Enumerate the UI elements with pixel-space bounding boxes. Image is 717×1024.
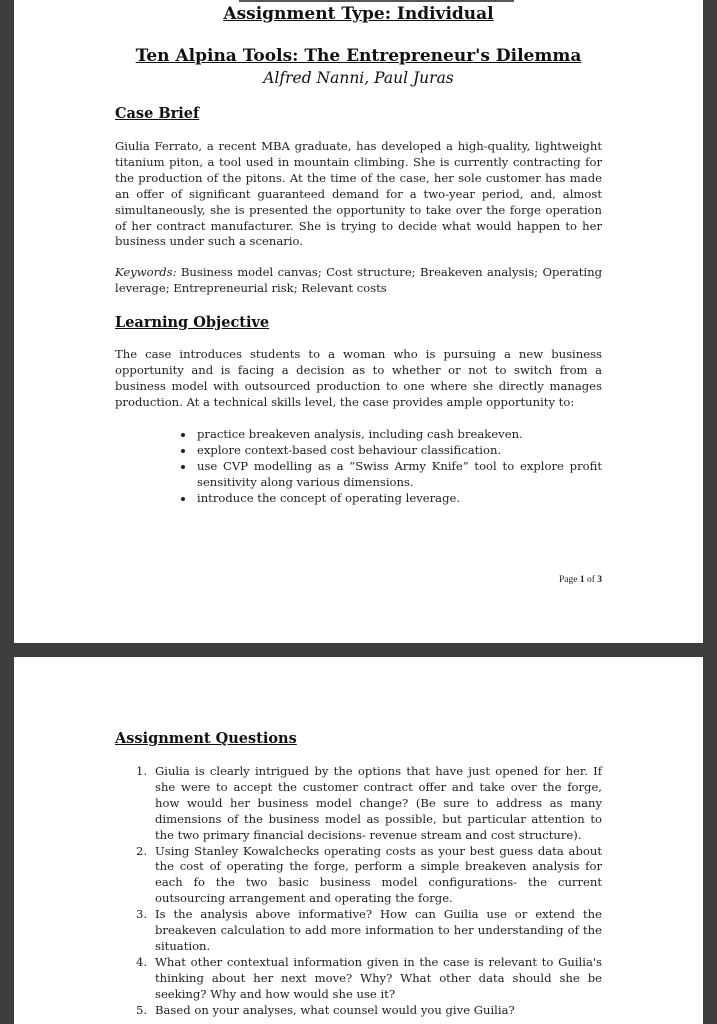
question-number: 5. [136, 1002, 148, 1017]
question-item [136, 843, 602, 908]
document-page-2 [14, 657, 703, 1024]
list-item: introduce the concept of operating leverage. [197, 491, 602, 507]
document-page-1 [14, 0, 703, 643]
question-item [136, 907, 602, 955]
question-text: Is the analysis above informative? How can Guilia use or extend the breakeven calculation to add more information to her understanding of the situation. [155, 907, 602, 953]
assignment-type: Assignment Type: Individual [223, 4, 494, 24]
question-number: 3. [136, 907, 148, 922]
keywords-label: Keywords: [115, 265, 177, 279]
top-rule [239, 0, 514, 2]
questions-list [136, 764, 602, 1019]
question-text: What other contextual information given in the case is relevant to Guilia's thinking about her next move? Why? What other data should she be seeking? Why and how would she use it? [155, 954, 602, 1001]
document-title: Ten Alpina Tools: The Entrepreneur's Dilemma [135, 46, 582, 66]
page-total: 3 [597, 575, 602, 585]
question-text: Giulia is clearly intrigued by the options that have just opened for her. If she were to accept the customer contract offer and take over the forge, how would her business model change? (Be sure to address as many dimensions of the business model as possible, but particular attention to the two primary financial decisions- revenue stream and cost structure). [155, 764, 602, 842]
question-item [136, 1002, 602, 1019]
page-current: 1 [579, 575, 585, 585]
question-item [136, 954, 602, 1003]
question-number: 1. [136, 764, 148, 778]
case-brief-heading: Case Brief [115, 105, 200, 122]
page-number [559, 575, 602, 585]
keywords [115, 265, 602, 297]
case-brief-text: Giulia Ferrato, a recent MBA graduate, has developed a high-quality, lightweight titanium piton, a tool used in mountain climbing. She is currently contracting for the production of the pitons. At the time of the case, her sole customer has made an offer of significant guaranteed demand for a two-year period, and, almost simultaneously, she is presented the opportunity to take over the forge operation of her contract manufacturer. She is trying to decide what would happen to her business under such a scenario. [115, 139, 602, 249]
list-item: explore context-based cost behaviour classification. [197, 443, 602, 459]
learning-objective-heading: Learning Objective [115, 314, 270, 331]
page-of: of [586, 575, 595, 585]
assignment-questions-heading: Assignment Questions [115, 730, 297, 747]
list-item: practice breakeven analysis, including cash breakeven. [197, 427, 602, 443]
question-text: Using Stanley Kowalchecks operating costs as your best guess data about the cost of operating the forge, perform a simple breakeven analysis for each fo the two basic business model configurations- the current outsourcing arrangement and operating the forge. [155, 843, 602, 906]
question-text: Based on your analyses, what counsel would you give Guilia? [155, 1002, 515, 1017]
objectives-list [197, 427, 602, 507]
keywords-text: Business model canvas; Cost structure; Breakeven analysis; Operating leverage; Entrepreneurial risk; Relevant costs [115, 265, 602, 295]
learning-objective-text: The case introduces students to a woman who is pursuing a new business opportunity and is facing a decision as to whether or not to switch from a business model with outsourced production to one where she directly manages production. At a technical skills level, the case provides ample opportunity to: [115, 347, 602, 409]
question-number: 4. [136, 954, 148, 969]
page-label: Page [558, 575, 578, 585]
question-item [136, 764, 602, 844]
question-number: 2. [136, 843, 148, 858]
authors: Alfred Nanni, Paul Juras [263, 69, 454, 87]
list-item: use CVP modelling as a “Swiss Army Knife” tool to explore profit sensitivity along various dimensions. [197, 458, 602, 489]
